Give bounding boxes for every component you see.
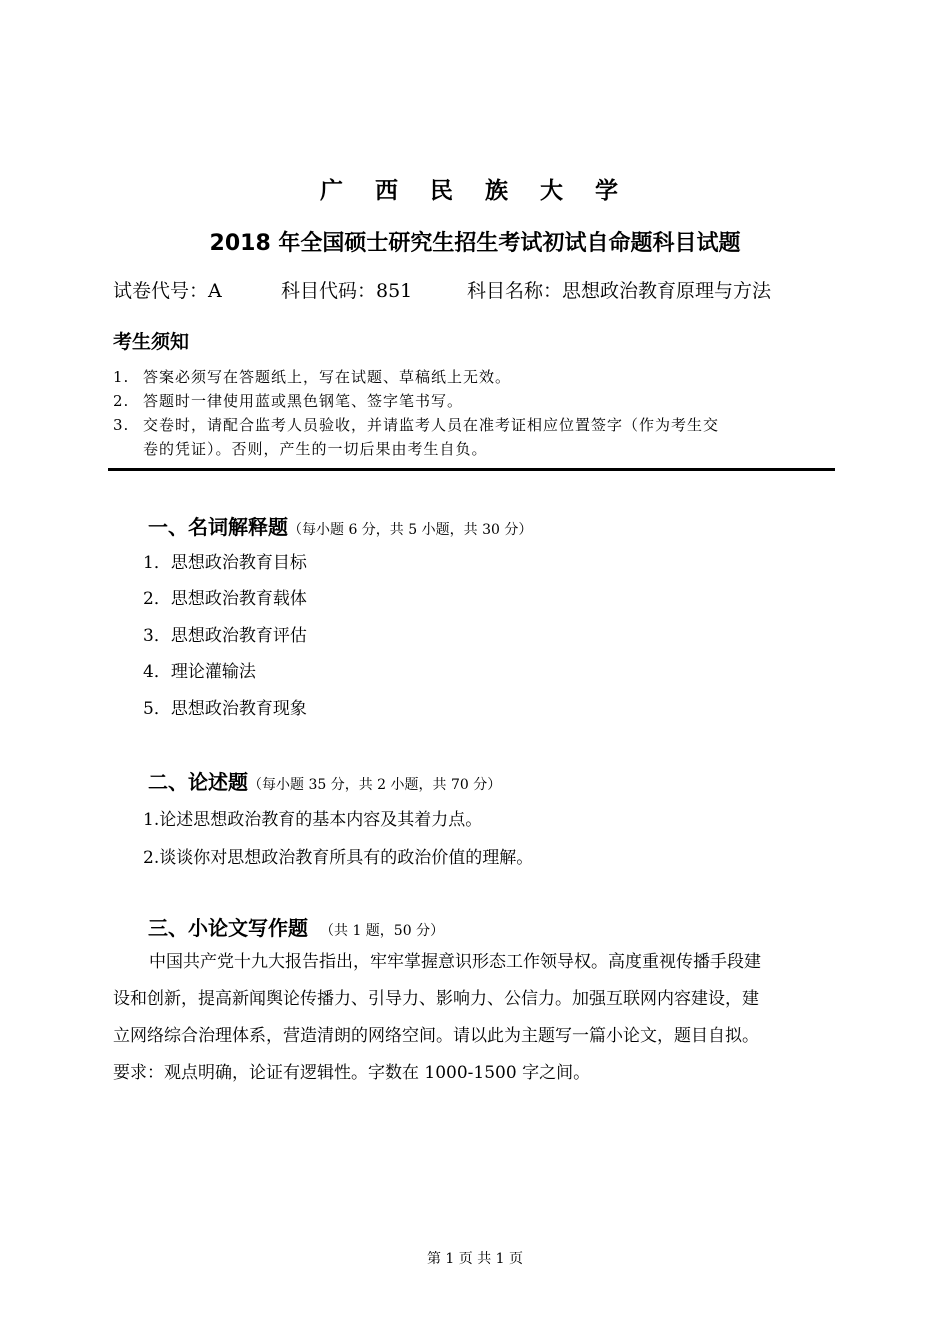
essay-prompt-line: 中国共产党十九大报告指出，牢牢掌握意识形态工作领导权。高度重视传播手段建 [149,952,761,972]
essay-prompt [113,944,837,1092]
paper-code: 试卷代号：A [113,280,222,302]
list-item: 5．思想政治教育现象 [143,699,307,719]
subject-code: 科目代码：851 [281,280,413,302]
notice-item-text: 交卷时，请配合监考人员验收，并请监考人员在准考证相应位置签字（作为考生交 [143,416,720,434]
list-item: 1.论述思想政治教育的基本内容及其着力点。 [143,810,483,830]
notice-item [113,390,463,411]
section1-score-note: （每小题 6 分，共 5 小题，共 30 分） [288,522,533,538]
exam-title: 2018 年全国硕士研究生招生考试初试自命题科目试题 [209,231,741,256]
list-item: 2.谈谈你对思想政治教育所具有的政治价值的理解。 [143,848,534,868]
list-item: 1．思想政治教育目标 [143,553,307,573]
section3-score-note: （共 1 题，50 分） [320,923,445,939]
notice-item-continuation: 卷的凭证）。否则，产生的一切后果由考生自负。 [143,440,488,458]
notice-item-number: 2. [113,392,130,410]
section3-heading [148,912,444,941]
notice-title: 考生须知 [113,331,190,353]
notice-item [113,366,511,387]
subject-name: 科目名称：思想政治教育原理与方法 [467,280,772,302]
section2-title: 二、论述题 [148,770,248,794]
essay-prompt-line: 立网络综合治理体系，营造清朗的网络空间。请以此为主题写一篇小论文，题目自拟。 [113,1026,759,1046]
section1-title: 一、名词解释题 [148,515,288,539]
list-item: 3．思想政治教育评估 [143,626,307,646]
section2-score-note: （每小题 35 分，共 2 小题，共 70 分） [248,777,502,793]
list-item: 4．理论灌输法 [143,662,256,682]
list-item: 2．思想政治教育载体 [143,589,307,609]
essay-prompt-line: 设和创新，提高新闻舆论传播力、引导力、影响力、公信力。加强互联网内容建设，建 [113,989,759,1009]
notice-item [113,414,719,435]
section1-heading [148,511,532,540]
page-footer: 第 1 页 共 1 页 [426,1251,524,1267]
divider [108,468,835,471]
section3-title: 三、小论文写作题 [148,916,308,940]
notice-item-text: 答题时一律使用蓝或黑色钢笔、签字笔书写。 [143,392,464,410]
university-title: 广 西 民 族 大 学 [319,178,631,204]
subject-info-line [113,276,771,303]
notice-item-text: 答案必须写在答题纸上，写在试题、草稿纸上无效。 [143,368,512,386]
notice-item-number: 3. [113,416,130,434]
essay-prompt-line: 要求：观点明确，论证有逻辑性。字数在 1000-1500 字之间。 [113,1063,591,1083]
section2-heading [148,766,501,795]
notice-item-number: 1. [113,368,130,386]
